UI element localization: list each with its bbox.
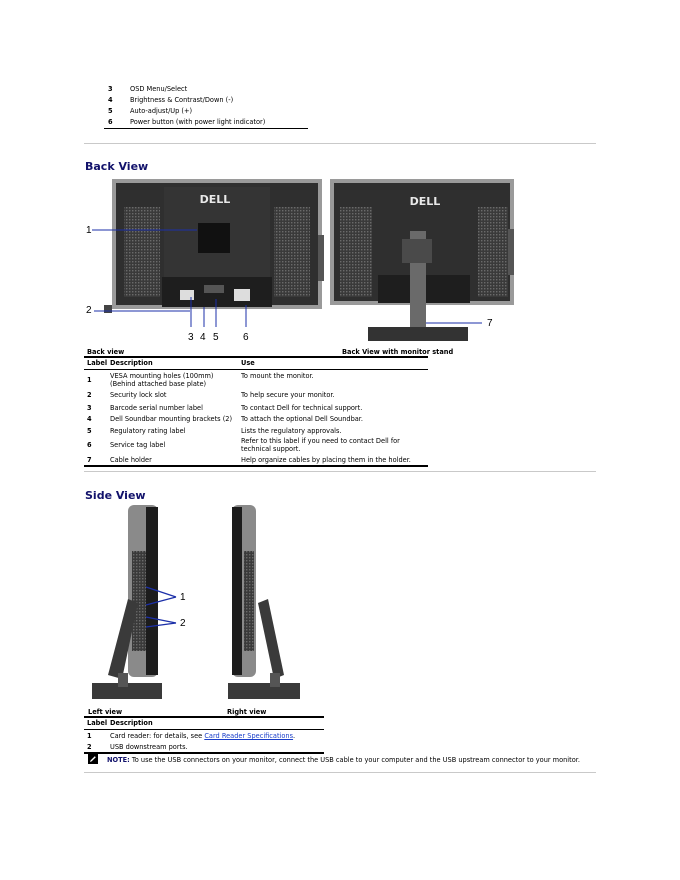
table-row-use: Lists the regulatory approvals. bbox=[241, 427, 342, 435]
table-row-desc: Dell Soundbar mounting brackets (2) bbox=[110, 415, 233, 423]
table-row-desc: Security lock slot bbox=[110, 391, 167, 399]
table-bottom-line bbox=[84, 465, 428, 467]
table-header-line bbox=[84, 369, 428, 370]
card-reader-specs-link[interactable]: Card Reader Specifications bbox=[204, 732, 294, 740]
section-divider bbox=[84, 471, 596, 472]
callout-2: 2 bbox=[86, 305, 92, 316]
table-row-desc: Barcode serial number label bbox=[110, 404, 203, 412]
caption-back-view-stand: Back View with monitor stand bbox=[342, 348, 454, 356]
table-row-desc: Cable holder bbox=[110, 456, 152, 464]
top-list-num: 6 bbox=[108, 118, 113, 126]
table-row-desc: (Behind attached base plate) bbox=[110, 380, 207, 388]
section-divider bbox=[84, 772, 596, 773]
table-row-desc-text: Card reader: for details, see bbox=[110, 732, 205, 740]
table-row-use: To contact Dell for technical support. bbox=[241, 404, 363, 412]
table-row-use: To help secure your monitor. bbox=[241, 391, 335, 399]
table-row-label: 2 bbox=[87, 391, 92, 399]
dell-logo: DELL bbox=[199, 193, 231, 206]
side-view-heading: Side View bbox=[85, 489, 146, 502]
table-row-desc: Service tag label bbox=[110, 441, 166, 449]
table-row-label: 2 bbox=[87, 743, 92, 751]
top-list-text: Power button (with power light indicator) bbox=[130, 118, 266, 126]
table-row-use: technical support. bbox=[241, 445, 301, 453]
col-header-description: Description bbox=[110, 719, 153, 727]
table-row-label: 3 bbox=[87, 404, 92, 412]
col-header-description: Description bbox=[110, 359, 153, 367]
table-row-label: 6 bbox=[87, 441, 92, 449]
table-row-desc: USB downstream ports. bbox=[110, 743, 188, 751]
section-divider bbox=[84, 143, 596, 144]
table-row-label: 1 bbox=[87, 732, 92, 740]
table-row-desc: VESA mounting holes (100mm) bbox=[110, 372, 214, 380]
side-view-right-image bbox=[222, 503, 312, 707]
table-header-line bbox=[84, 729, 324, 730]
table-row-use: Refer to this label if you need to contact Dell for bbox=[241, 437, 400, 445]
table-row-label: 1 bbox=[87, 376, 92, 384]
back-view-image bbox=[84, 177, 324, 345]
callout-1: 1 bbox=[86, 225, 92, 236]
table-row-desc bbox=[110, 732, 295, 740]
callout-6: 6 bbox=[243, 332, 249, 343]
caption-right-view: Right view bbox=[227, 708, 267, 716]
col-header-use: Use bbox=[241, 359, 255, 367]
note-text bbox=[107, 756, 580, 764]
table-row-label: 4 bbox=[87, 415, 92, 423]
callout-5: 5 bbox=[213, 332, 219, 343]
table-top-line bbox=[84, 356, 428, 358]
top-list-text: OSD Menu/Select bbox=[130, 85, 188, 93]
note-label: NOTE: bbox=[107, 756, 130, 764]
table-top-line bbox=[84, 716, 324, 718]
top-list-text: Brightness & Contrast/Down (-) bbox=[130, 96, 234, 104]
top-list-num: 5 bbox=[108, 107, 113, 115]
note-pencil-icon bbox=[88, 754, 98, 764]
top-list-num: 3 bbox=[108, 85, 113, 93]
side-callout-1: 1 bbox=[180, 592, 186, 603]
table-row-use: To attach the optional Dell Soundbar. bbox=[241, 415, 364, 423]
back-view-heading: Back View bbox=[85, 160, 149, 173]
dell-logo: DELL bbox=[409, 195, 441, 208]
table-row-desc-suffix: . bbox=[293, 732, 296, 740]
caption-back-view: Back view bbox=[87, 348, 125, 356]
table-bottom-line bbox=[84, 752, 324, 754]
note-body: To use the USB connectors on your monitor, connect the USB cable to your computer and the USB upstream connector to your monitor. bbox=[129, 756, 580, 764]
table-row-label: 5 bbox=[87, 427, 92, 435]
callout-3: 3 bbox=[188, 332, 194, 343]
table-row-label: 7 bbox=[87, 456, 92, 464]
top-list-num: 4 bbox=[108, 96, 113, 104]
top-list-text: Auto-adjust/Up (+) bbox=[130, 107, 193, 115]
side-view-left-image bbox=[88, 503, 198, 707]
list-divider bbox=[104, 128, 308, 129]
col-header-label: Label bbox=[87, 359, 108, 367]
caption-left-view: Left view bbox=[88, 708, 123, 716]
callout-7: 7 bbox=[487, 318, 493, 329]
table-row-use: To mount the monitor. bbox=[241, 372, 314, 380]
col-header-label: Label bbox=[87, 719, 108, 727]
callout-4: 4 bbox=[200, 332, 206, 343]
table-row-desc: Regulatory rating label bbox=[110, 427, 186, 435]
side-callout-2: 2 bbox=[180, 618, 186, 629]
table-row-use: Help organize cables by placing them in the holder. bbox=[241, 456, 411, 464]
